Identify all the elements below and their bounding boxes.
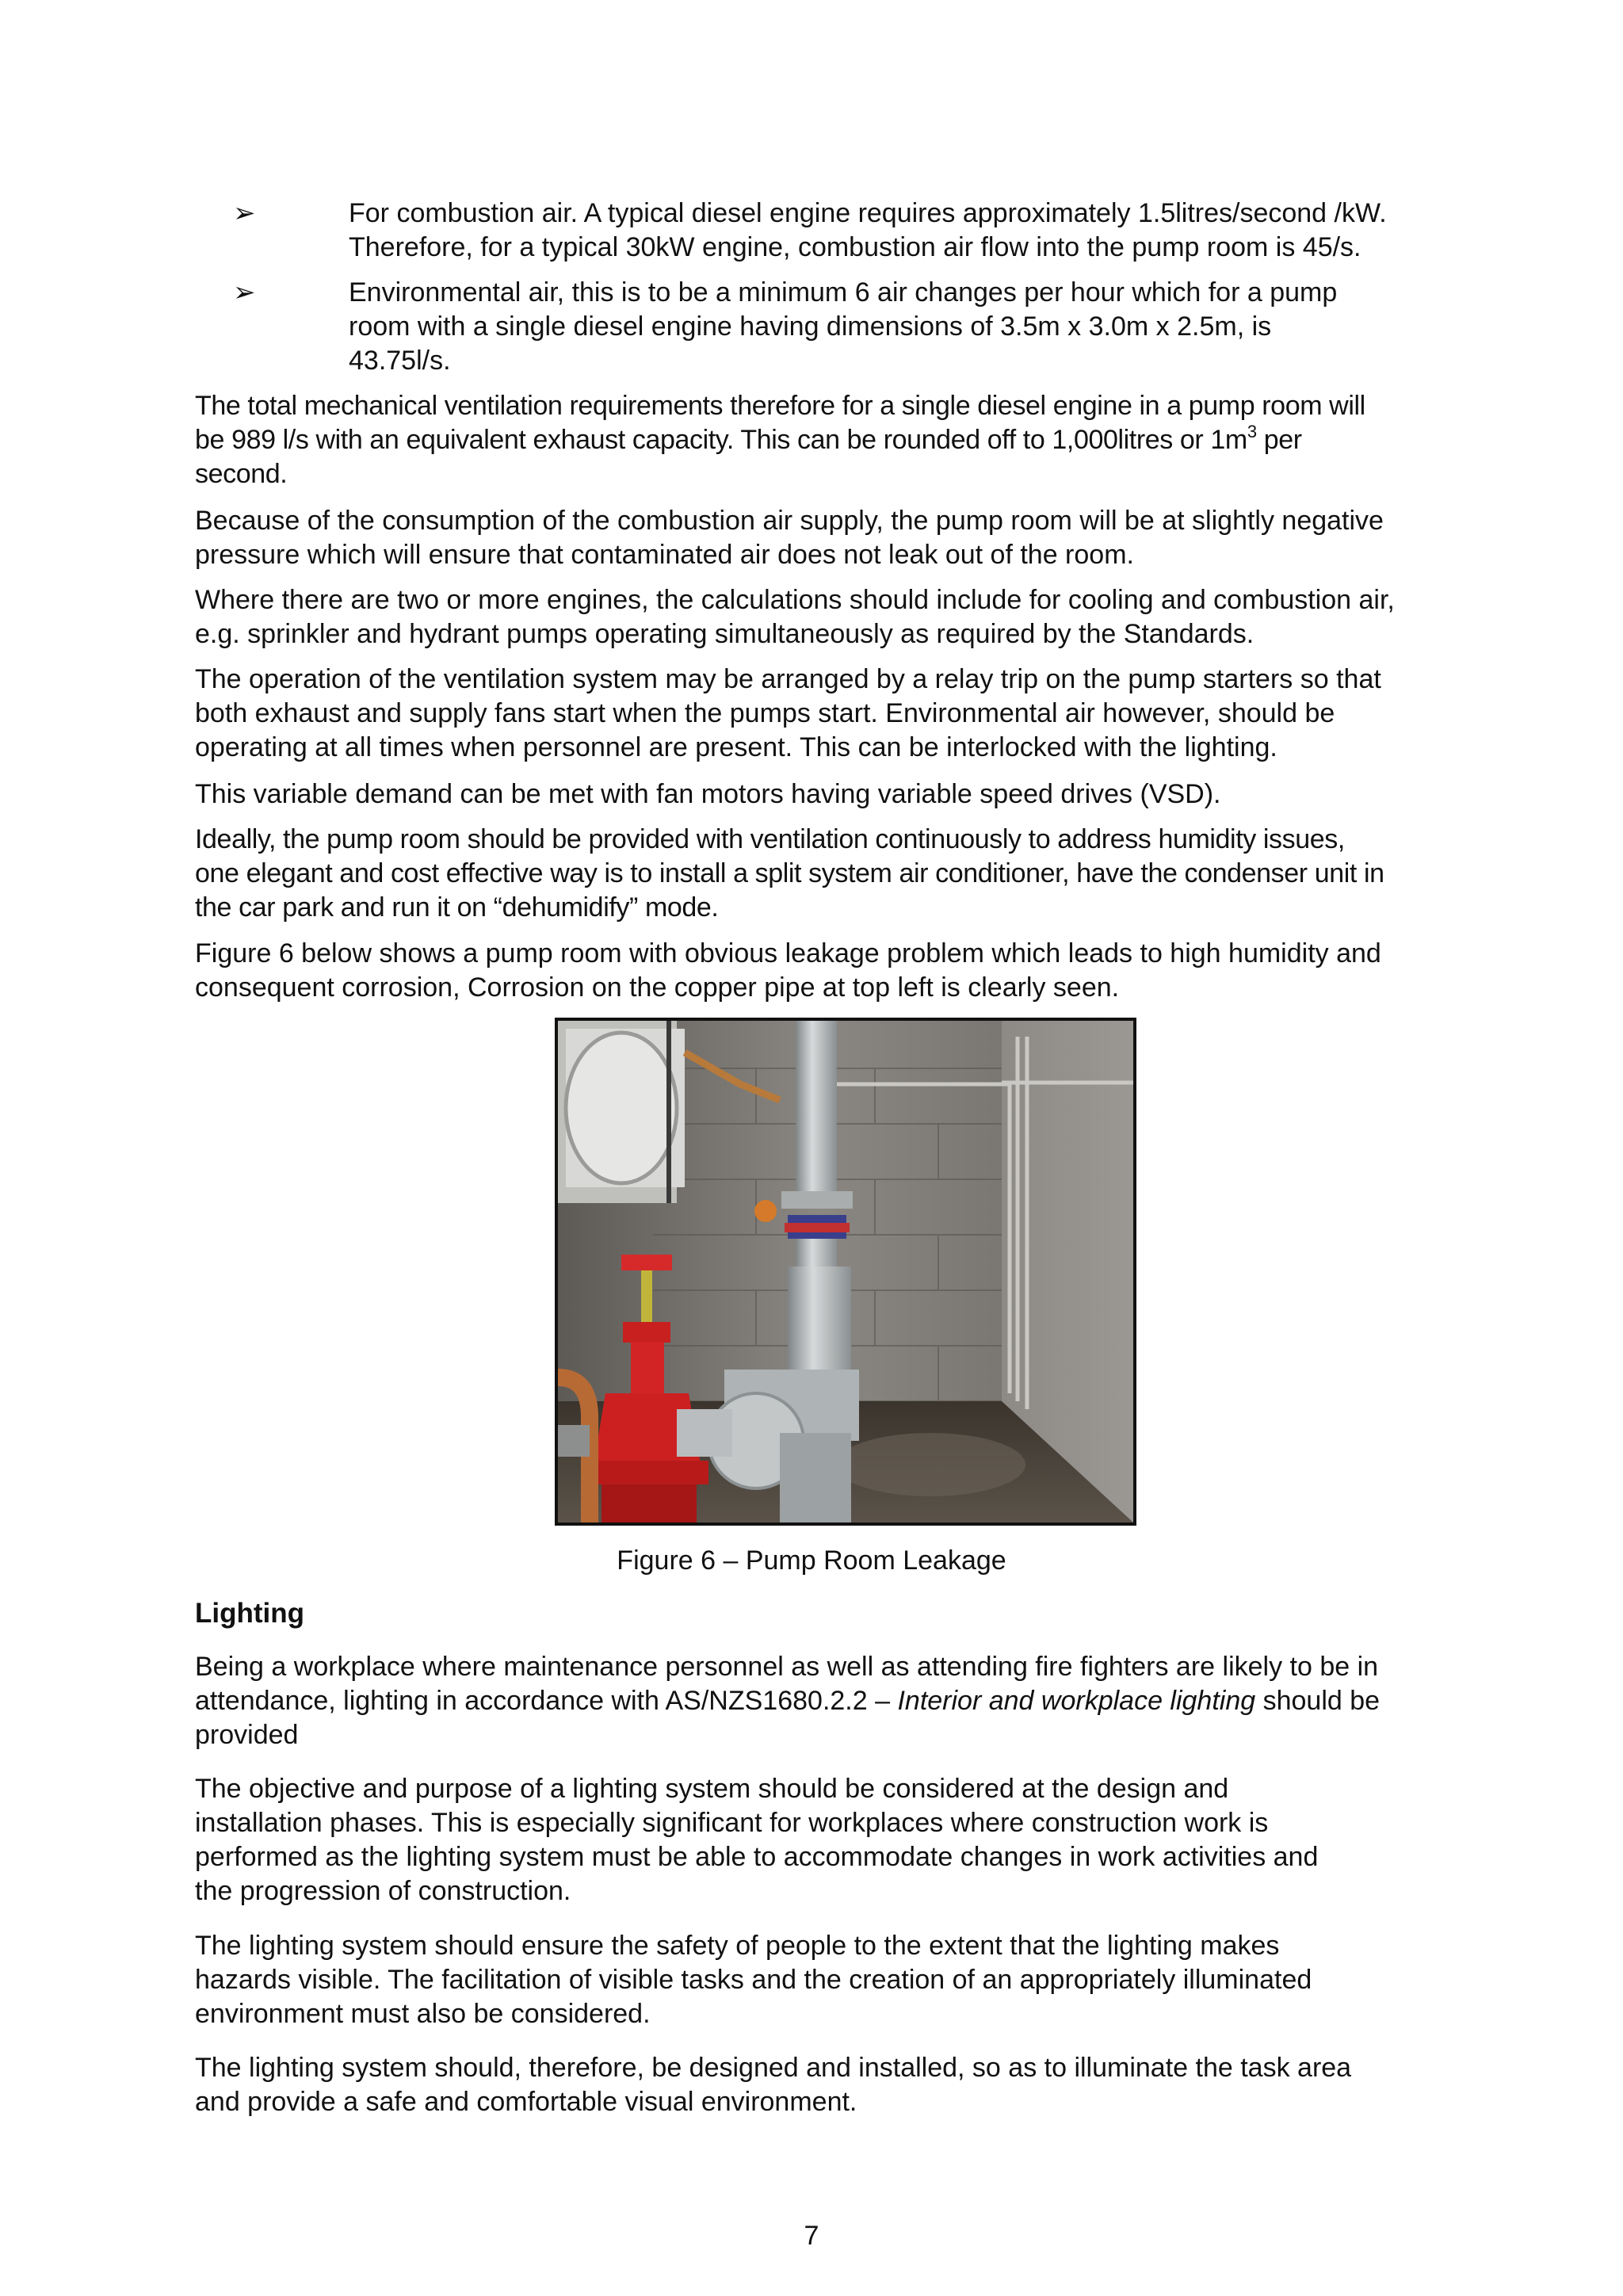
text-line: operating at all times when personnel are present. This can be interlocked with the lighting.: [195, 732, 1277, 762]
text-line: This variable demand can be met with fan motors having variable speed drives (VSD).: [195, 779, 1221, 809]
section-heading-lighting: Lighting: [195, 1598, 305, 1629]
text-line: The operation of the ventilation system may be arranged by a relay trip on the pump starters so that: [195, 664, 1381, 694]
paragraph-negative-pressure: [195, 504, 1510, 572]
text-run: be 989 l/s with an equivalent exhaust capacity. This can be rounded off to 1,000litres or 1m: [195, 425, 1247, 455]
text-line: Where there are two or more engines, the calculations should include for cooling and combustion air,: [195, 585, 1395, 615]
text-line: The lighting system should ensure the safety of people to the extent that the lighting makes: [195, 1931, 1280, 1961]
paragraph-multiple-engines: [195, 583, 1510, 651]
text-run: should be: [1255, 1686, 1381, 1716]
text-line: Because of the consumption of the combustion air supply, the pump room will be at slightly negative: [195, 506, 1384, 536]
text-line: For combustion air. A typical diesel engine requires approximately 1.5litres/second /kW.: [349, 198, 1387, 228]
paragraph-relay-trip: [195, 663, 1510, 765]
text-line: one elegant and cost effective way is to install a split system air conditioner, have the condenser unit in: [195, 858, 1384, 888]
text-run: attendance, lighting in accordance with AS/NZS1680.2.2 –: [195, 1686, 898, 1716]
bullet-text: [349, 276, 1510, 378]
text-line: [195, 1684, 1510, 1718]
text-line: hazards visible. The facilitation of visible tasks and the creation of an appropriately illuminated: [195, 1965, 1312, 1995]
text-line: environment must also be considered.: [195, 1999, 651, 2029]
text-line: the progression of construction.: [195, 1876, 571, 1906]
text-line: second.: [195, 459, 288, 489]
standard-title: Interior and workplace lighting: [897, 1686, 1256, 1716]
text-line: the car park and run it on “dehumidify” mode.: [195, 892, 719, 923]
page-number: 7: [804, 2221, 819, 2251]
bullet-text: [349, 197, 1510, 265]
text-line: provided: [195, 1720, 299, 1750]
text-run: per: [1256, 425, 1302, 455]
text-line: consequent corrosion, Corrosion on the copper pipe at top left is clearly seen.: [195, 972, 1120, 1003]
text-line: The total mechanical ventilation requirements therefore for a single diesel engine in a pump room will: [195, 391, 1365, 421]
paragraph-lighting-design: [195, 2051, 1510, 2119]
bullet-item: [195, 197, 1510, 265]
pump-room-photo: [555, 1018, 1136, 1526]
text-line: and provide a safe and comfortable visual environment.: [195, 2087, 857, 2117]
paragraph-lighting-objective: [195, 1772, 1510, 1908]
text-line: Ideally, the pump room should be provided with ventilation continuously to address humidity issues,: [195, 824, 1345, 854]
text-line: The lighting system should, therefore, be designed and installed, so as to illuminate the task area: [195, 2053, 1352, 2083]
arrow-bullet-icon: ➢: [233, 277, 256, 308]
text-line: performed as the lighting system must be able to accommodate changes in work activities and: [195, 1842, 1319, 1872]
text-line: room with a single diesel engine having dimensions of 3.5m x 3.0m x 2.5m, is: [349, 311, 1272, 342]
paragraph-figure-intro: [195, 937, 1510, 1005]
paragraph-workplace-lighting: [195, 1650, 1510, 1752]
text-line: Therefore, for a typical 30kW engine, combustion air flow into the pump room is 45/s.: [349, 232, 1361, 262]
paragraph-humidity: [195, 823, 1510, 925]
text-line: e.g. sprinkler and hydrant pumps operating simultaneously as required by the Standards.: [195, 619, 1254, 649]
text-line: Figure 6 below shows a pump room with obvious leakage problem which leads to high humidity and: [195, 938, 1381, 968]
paragraph-vsd: [195, 777, 1510, 812]
text-line: The objective and purpose of a lighting system should be considered at the design and: [195, 1774, 1229, 1804]
arrow-bullet-icon: ➢: [233, 198, 256, 228]
paragraph-ventilation-total: [195, 389, 1510, 491]
superscript: 3: [1247, 422, 1257, 441]
text-line: Being a workplace where maintenance personnel as well as attending fire fighters are likely to be in: [195, 1652, 1379, 1682]
paragraph-lighting-safety: [195, 1929, 1510, 2031]
text-line: [195, 423, 1510, 457]
text-line: both exhaust and supply fans start when the pumps start. Environmental air however, should be: [195, 698, 1335, 728]
figure-caption: Figure 6 – Pump Room Leakage: [617, 1545, 1006, 1576]
pump-room-illustration: [558, 1021, 1133, 1522]
text-line: installation phases. This is especially significant for workplaces where construction work is: [195, 1808, 1269, 1838]
text-line: Environmental air, this is to be a minimum 6 air changes per hour which for a pump: [349, 277, 1338, 308]
text-line: pressure which will ensure that contaminated air does not leak out of the room.: [195, 540, 1134, 570]
bullet-item: [195, 276, 1510, 378]
text-line: 43.75l/s.: [349, 346, 451, 376]
